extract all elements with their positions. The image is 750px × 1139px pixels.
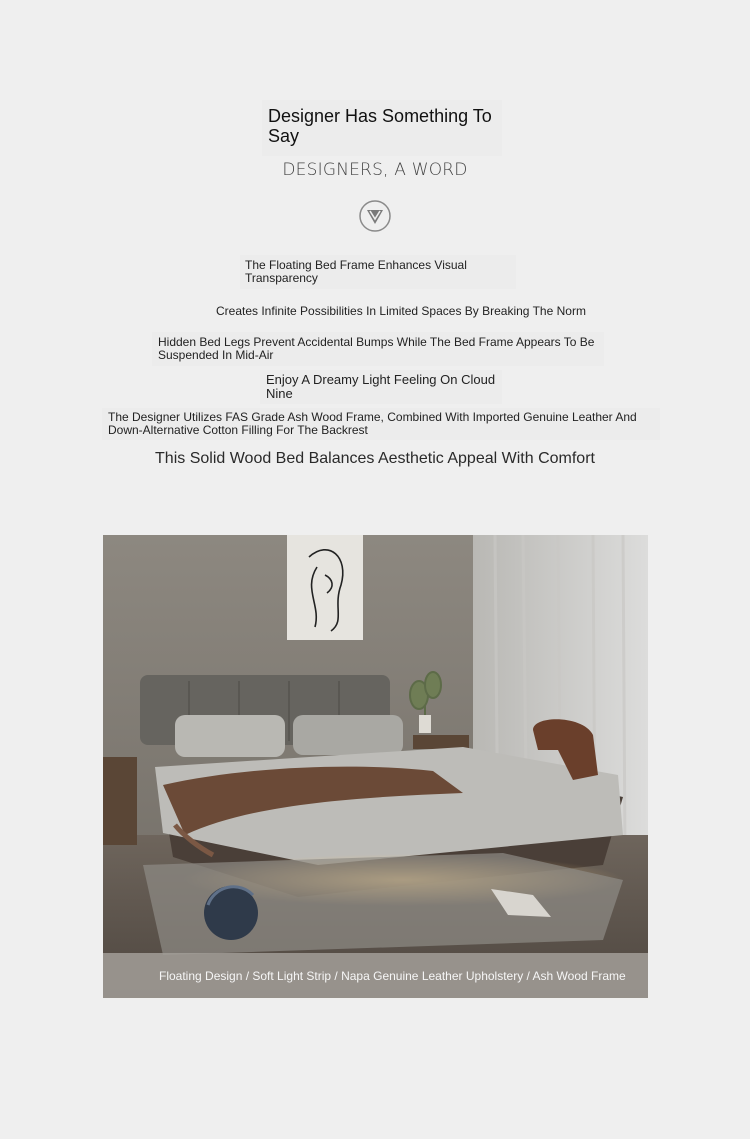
page-subtitle: DESIGNERS, A WORD <box>282 160 468 180</box>
bedroom-illustration <box>103 535 648 998</box>
statement-hidden-legs: Hidden Bed Legs Prevent Accidental Bumps While The Bed Frame Appears To Be Suspended In Mid-Air <box>152 332 604 366</box>
bed-photo <box>103 535 648 998</box>
statement-dreamy-light: Enjoy A Dreamy Light Feeling On Cloud Nine <box>260 370 502 404</box>
caption-bar <box>103 953 648 998</box>
photo-caption: Floating Design / Soft Light Strip / Napa Genuine Leather Upholstery / Ash Wood Frame <box>159 969 626 983</box>
chevron-down-circle-icon <box>357 198 393 234</box>
page-title: Designer Has Something To Say <box>262 100 502 156</box>
statement-balance: This Solid Wood Bed Balances Aesthetic Appeal With Comfort <box>155 450 595 467</box>
statement-infinite-possibilities: Creates Infinite Possibilities In Limited Spaces By Breaking The Norm <box>216 304 586 318</box>
statement-materials: The Designer Utilizes FAS Grade Ash Wood Frame, Combined With Imported Genuine Leather And Down-Alternative Cotton Filling For The Backrest <box>102 408 660 440</box>
statement-floating-frame: The Floating Bed Frame Enhances Visual Transparency <box>240 255 516 289</box>
